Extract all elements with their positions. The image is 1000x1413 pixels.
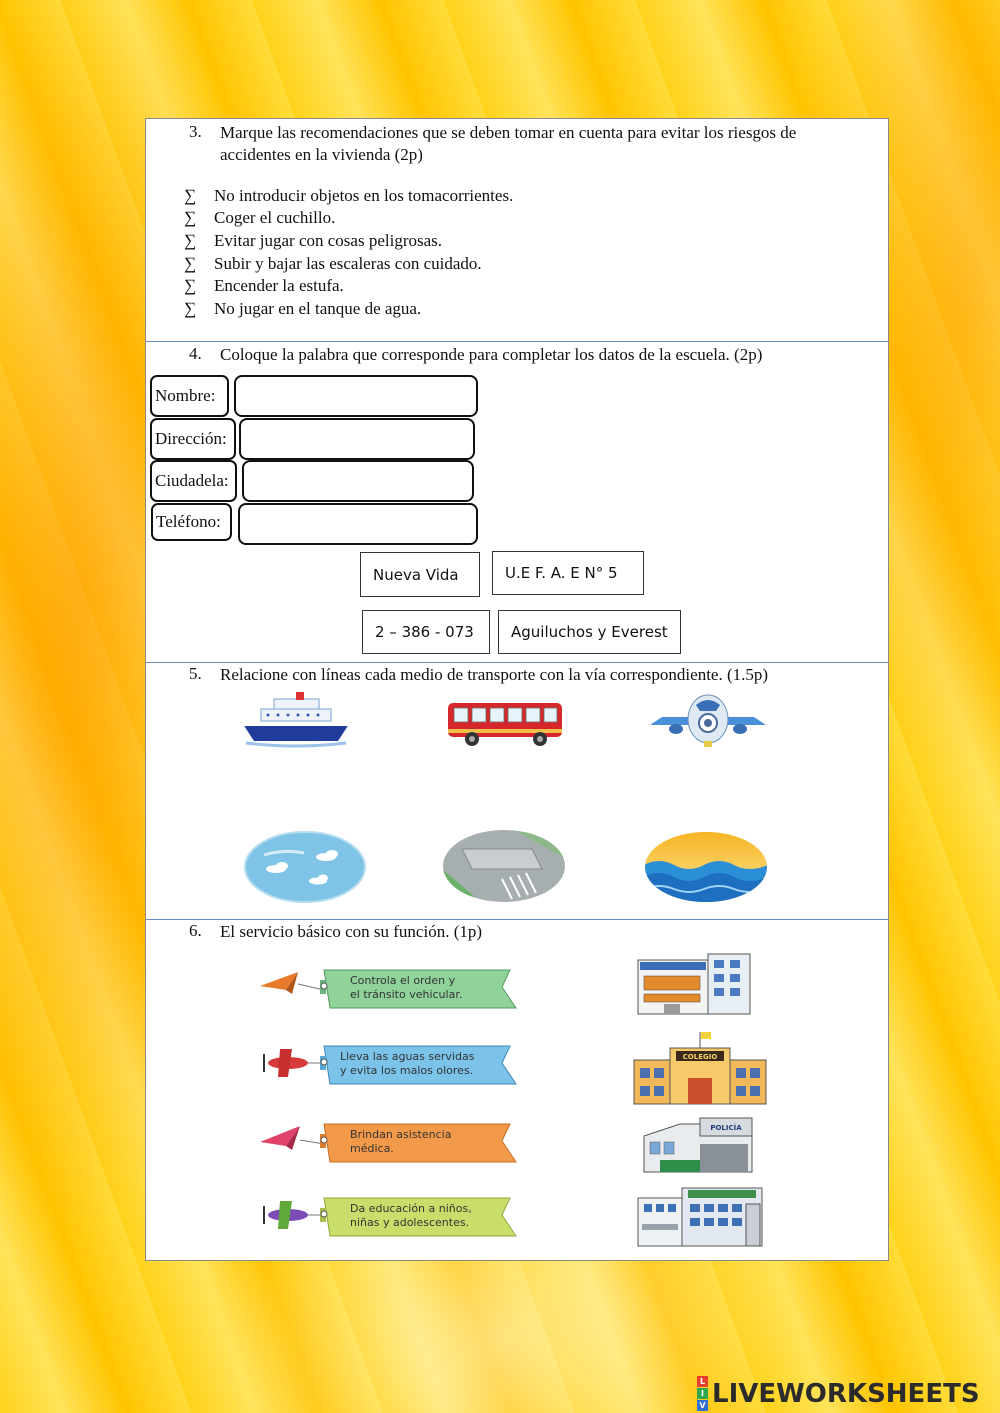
health-center-building-icon[interactable] [634,950,754,1020]
answer-box-direccion[interactable] [239,418,475,460]
word-option[interactable]: Aguiluchos y Everest [498,610,681,654]
word-option[interactable]: Nueva Vida [360,552,480,597]
recommendation-text: Encender la estufa. [214,276,344,295]
word-option[interactable]: U.E F. A. E N° 5 [492,551,644,595]
sum-bullet-icon: ∑ [184,186,197,205]
recommendation-item[interactable] [184,299,421,319]
question-6-section [146,920,888,1259]
school-label: COLEGIO [682,1053,718,1061]
recommendation-item[interactable] [184,254,482,274]
brand-name: LIVEWORKSHEETS [712,1379,980,1409]
airplane-icon[interactable] [646,687,770,751]
sum-bullet-icon: ∑ [184,231,197,250]
paper-plane-icon [258,1122,324,1154]
sum-bullet-icon: ∑ [184,276,197,295]
recommendation-item[interactable] [184,208,335,228]
sky-icon[interactable] [244,831,366,903]
police-station-building-icon[interactable] [640,1114,756,1176]
logo-cubes-icon: L I V [697,1376,709,1412]
police-label: POLICÍA [710,1124,742,1132]
school-building-icon[interactable] [632,1028,768,1108]
bus-icon[interactable] [444,697,568,751]
answer-box-telefono[interactable] [238,503,478,545]
field-label-nombre: Nombre: [150,375,229,417]
sum-bullet-icon: ∑ [184,299,197,318]
function-banner[interactable] [258,1118,528,1168]
propeller-plane-icon [258,1198,324,1232]
recommendation-text: Coger el cuchillo. [214,208,336,227]
word-option[interactable]: 2 – 386 - 073 [362,610,490,654]
field-label-telefono: Teléfono: [151,503,232,541]
recommendation-item[interactable] [184,276,344,296]
question-3-text-line1: Marque las recomendaciones que se deben tomar en cuenta para evitar los riesgos de [220,123,797,142]
sum-bullet-icon: ∑ [184,208,197,227]
question-4-section [146,342,888,663]
recommendation-text: No introducir objetos en los tomacorrientes. [214,186,514,205]
question-3-text [220,122,796,166]
question-5-number: 5. [189,664,202,683]
function-text: Da educación a niños, niñas y adolescentes. [350,1202,472,1229]
question-5-text: Relacione con líneas cada medio de transporte con la vía correspondiente. (1.5p) [220,665,769,684]
worksheet [145,118,889,1261]
answer-box-ciudadela[interactable] [242,460,474,502]
function-text: Controla el orden y el tránsito vehicular. [350,974,463,1001]
sum-bullet-icon: ∑ [184,254,197,273]
recommendation-text: No jugar en el tanque de agua. [214,299,422,318]
question-6-number: 6. [189,921,202,940]
function-text: Lleva las aguas servidas y evita los malos olores. [340,1050,475,1077]
road-icon[interactable] [442,829,566,903]
recommendation-text: Subir y bajar las escaleras con cuidado. [214,254,482,273]
paper-plane-icon [258,968,324,998]
question-6-text: El servicio básico con su función. (1p) [220,922,483,941]
recommendation-item[interactable] [184,231,442,251]
question-3-number: 3. [189,122,202,141]
function-banner[interactable] [258,1040,528,1090]
question-5-section [146,663,888,920]
propeller-plane-icon [258,1046,324,1080]
recommendation-item[interactable] [184,186,513,206]
ship-icon[interactable] [236,689,356,749]
question-3-section [146,119,888,342]
answer-box-nombre[interactable] [234,375,478,417]
question-4-text: Coloque la palabra que corresponde para completar los datos de la escuela. (2p) [220,345,763,364]
water-company-building-icon[interactable] [634,1184,770,1250]
field-label-direccion: Dirección: [150,418,236,460]
question-4-number: 4. [189,344,202,363]
function-text: Brindan asistencia médica. [350,1128,452,1155]
question-3-text-line2: accidentes en la vivienda (2p) [220,145,423,164]
function-banner[interactable] [258,1192,528,1242]
field-label-ciudadela: Ciudadela: [150,460,237,502]
function-banner[interactable] [258,964,528,1014]
sea-icon[interactable] [644,831,768,903]
liveworksheets-logo[interactable] [697,1376,980,1412]
recommendation-text: Evitar jugar con cosas peligrosas. [214,231,443,250]
